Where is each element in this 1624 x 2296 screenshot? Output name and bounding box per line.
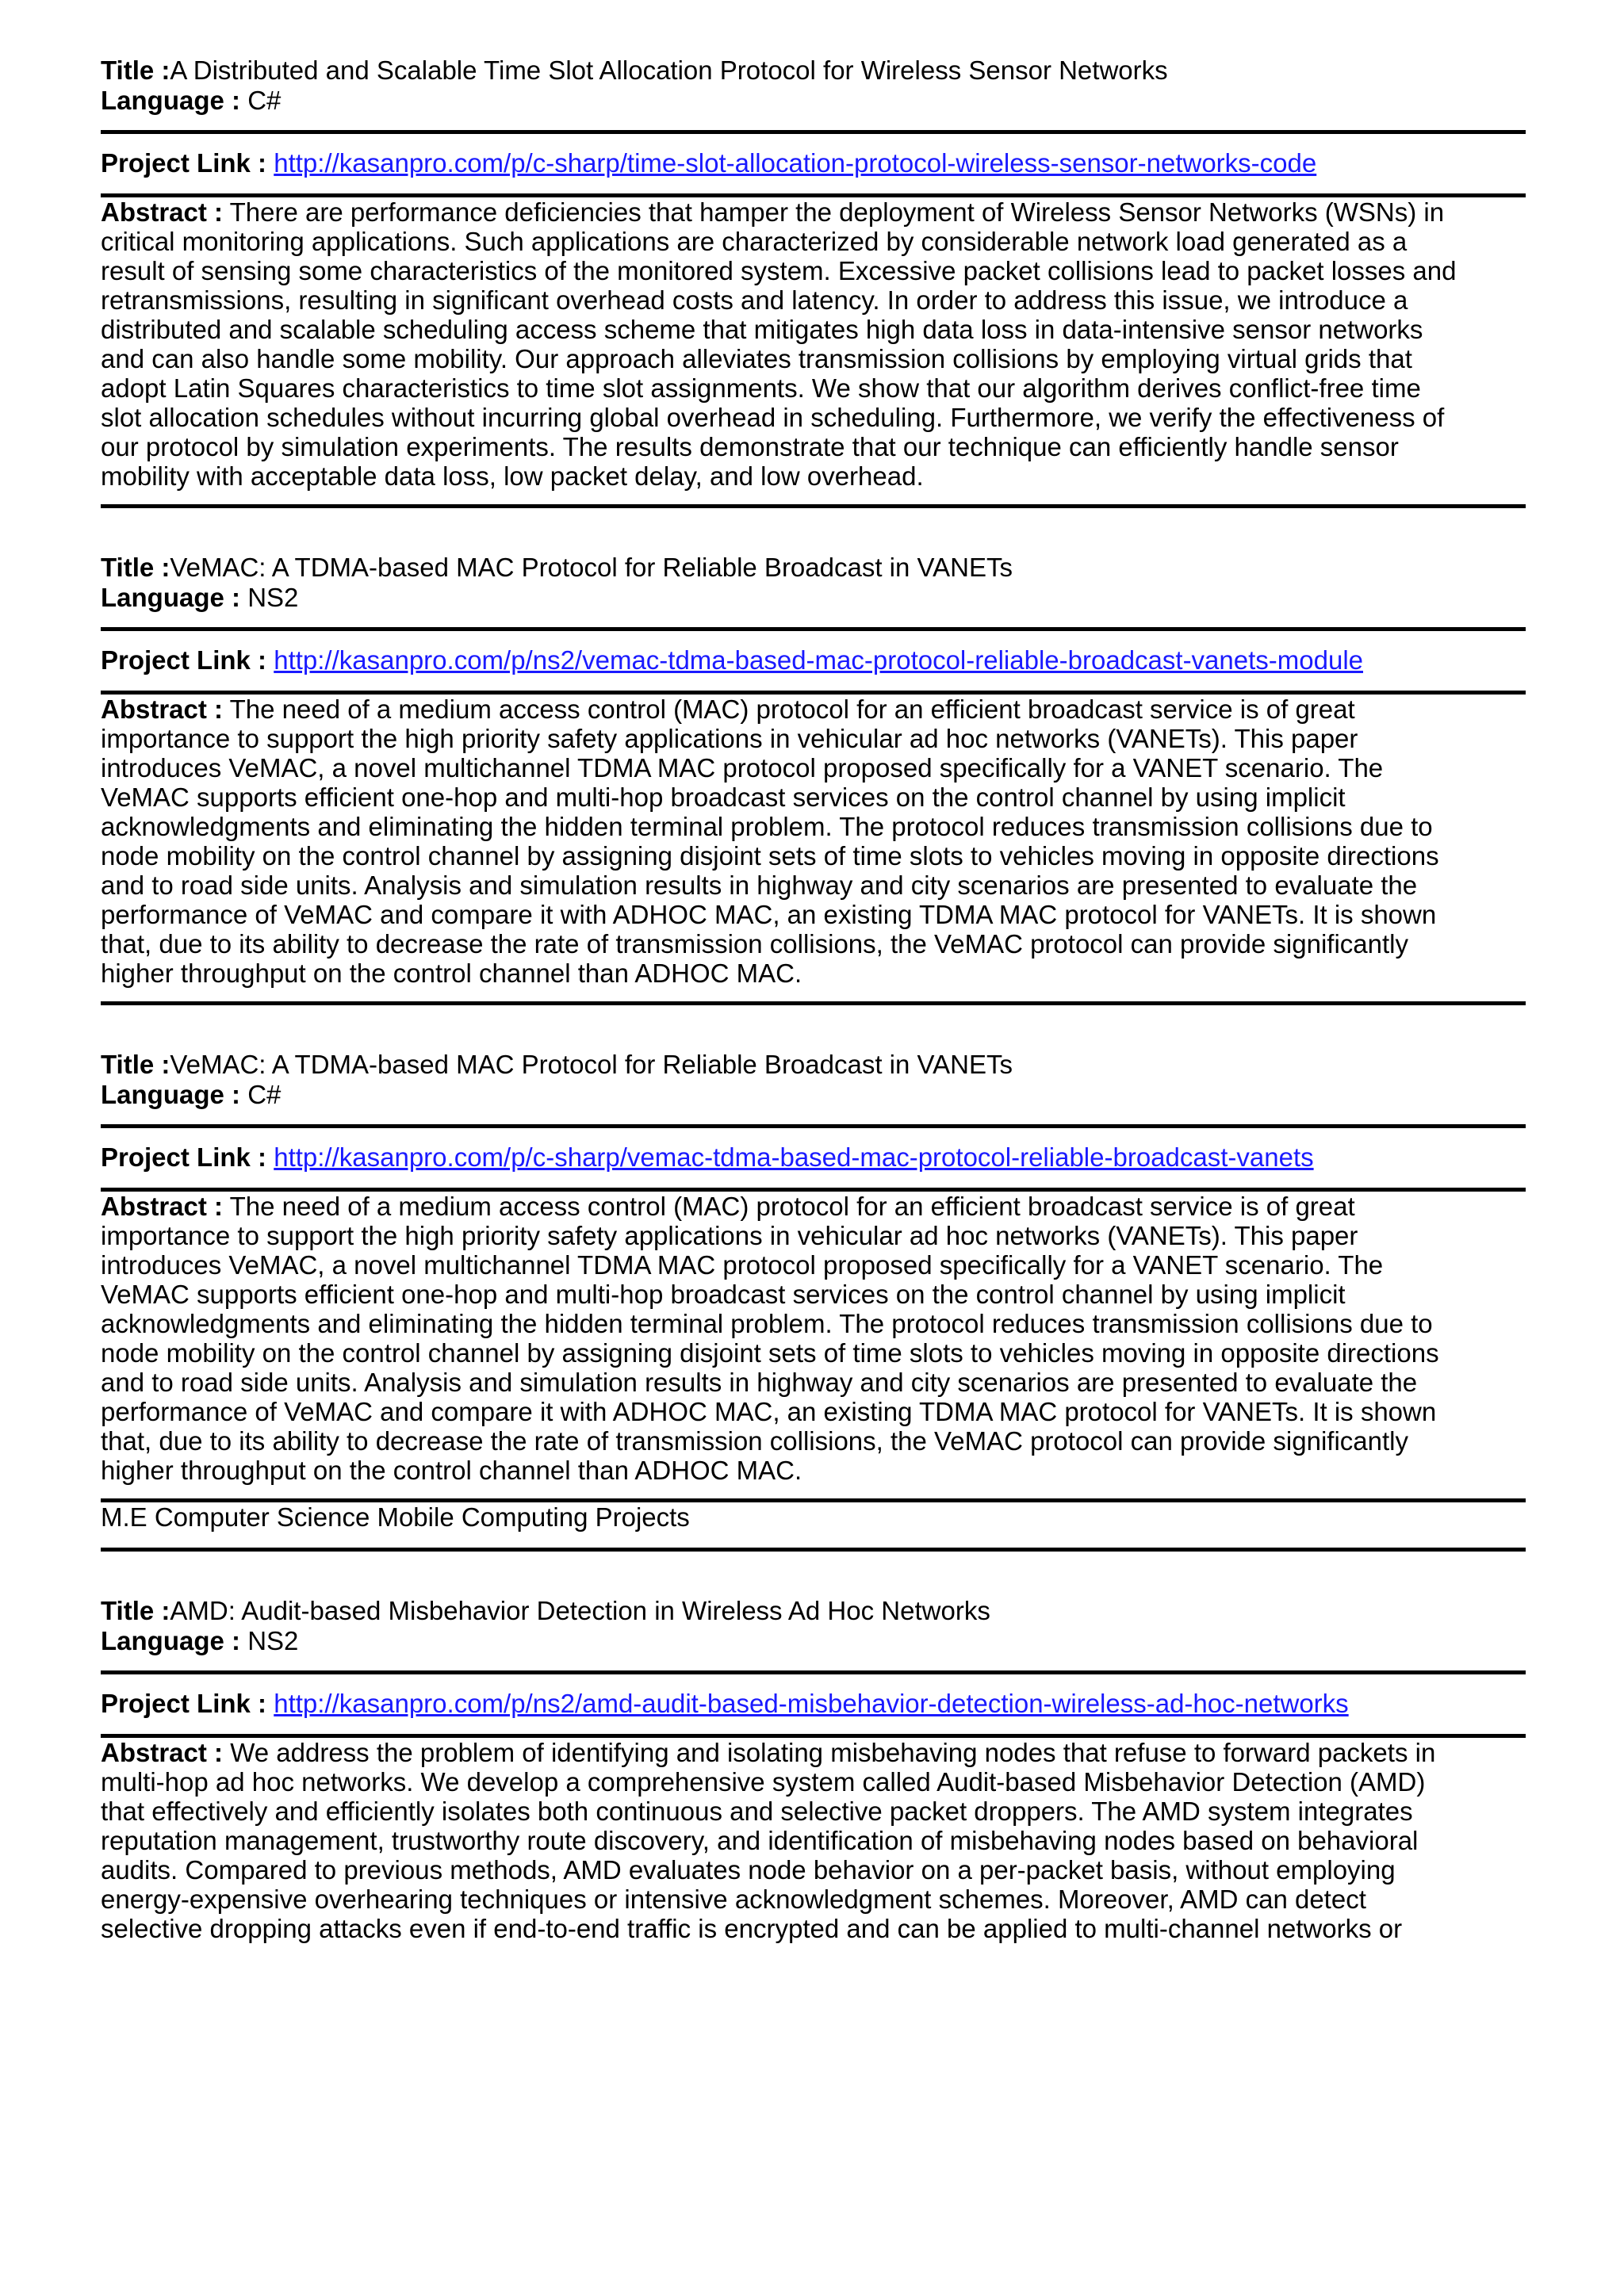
entry-title: A Distributed and Scalable Time Slot Allocation Protocol for Wireless Sensor Networks: [170, 55, 1168, 85]
abstract-line: selective dropping attacks even if end-to-end traffic is encrypted and can be applied to multi-channel networks or: [101, 1914, 1403, 1943]
abstract-line: our protocol by simulation experiments. The results demonstrate that our technique can efficiently handle sensor: [101, 432, 1399, 461]
abstract-line: higher throughput on the control channel than ADHOC MAC.: [101, 959, 802, 988]
entry-language-line: Language : C#: [101, 1080, 282, 1109]
entry-title: AMD: Audit-based Misbehavior Detection in Wireless Ad Hoc Networks: [170, 1596, 990, 1625]
entry-link-line: Project Link : http://kasanpro.com/p/ns2/amd-audit-based-misbehavior-detection-wireless-ad-hoc-networks: [101, 1689, 1349, 1718]
project-entry: [101, 1050, 1526, 1502]
abstract-line: audits. Compared to previous methods, AMD evaluates node behavior on a per-packet basis, without employing: [101, 1855, 1396, 1885]
project-link[interactable]: http://kasanpro.com/p/c-sharp/vemac-tdma-based-mac-protocol-reliable-broadcast-vanets: [274, 1142, 1314, 1172]
abstract-line: node mobility on the control channel by assigning disjoint sets of time slots to vehicles moving in opposite directions: [101, 841, 1439, 871]
abstract-line: and can also handle some mobility. Our approach alleviates transmission collisions by employing virtual grids that: [101, 344, 1412, 373]
entry-language: C#: [247, 1080, 282, 1109]
abstract-line: and to road side units. Analysis and simulation results in highway and city scenarios are presented to evaluate the: [101, 871, 1418, 900]
abstract-line: introduces VeMAC, a novel multichannel TDMA MAC protocol proposed specifically for a VANET scenario. The: [101, 1250, 1384, 1280]
project-link[interactable]: http://kasanpro.com/p/c-sharp/time-slot-allocation-protocol-wireless-sensor-networks-code: [274, 148, 1317, 178]
entry-language-line: Language : NS2: [101, 1626, 299, 1655]
abstract-line: importance to support the high priority safety applications in vehicular ad hoc networks (VANETs). This paper: [101, 724, 1358, 753]
abstract-line: that, due to its ability to decrease the rate of transmission collisions, the VeMAC protocol can provide significantly: [101, 929, 1409, 959]
abstract-line: distributed and scalable scheduling access scheme that mitigates high data loss in data-intensive sensor networks: [101, 315, 1423, 344]
abstract-line: Abstract : The need of a medium access control (MAC) protocol for an efficient broadcast service is of great: [101, 1192, 1355, 1221]
entry-title: VeMAC: A TDMA-based MAC Protocol for Reliable Broadcast in VANETs: [170, 1050, 1013, 1079]
abstract-line: critical monitoring applications. Such applications are characterized by considerable network load generated as a: [101, 227, 1408, 256]
abstract-line: performance of VeMAC and compare it with ADHOC MAC, an existing TDMA MAC protocol for VANETs. It is shown: [101, 1397, 1437, 1426]
abstract-line: that, due to its ability to decrease the rate of transmission collisions, the VeMAC protocol can provide significantly: [101, 1426, 1409, 1456]
abstract-line: Abstract : There are performance deficiencies that hamper the deployment of Wireless Sensor Networks (WSNs) in: [101, 197, 1445, 227]
entry-abstract: [101, 197, 1526, 491]
abstract-line: VeMAC supports efficient one-hop and multi-hop broadcast services on the control channel by using implicit: [101, 783, 1346, 812]
entry-title-line: Title :A Distributed and Scalable Time Slot Allocation Protocol for Wireless Sensor Networks: [101, 55, 1168, 85]
entry-title-line: Title :AMD: Audit-based Misbehavior Detection in Wireless Ad Hoc Networks: [101, 1596, 990, 1625]
project-entry: [101, 55, 1526, 508]
section-heading: M.E Computer Science Mobile Computing Projects: [101, 1502, 690, 1532]
abstract-line: acknowledgments and eliminating the hidden terminal problem. The protocol reduces transmission collisions due to: [101, 812, 1433, 841]
abstract-line: retransmissions, resulting in significant overhead costs and latency. In order to address this issue, we introduce a: [101, 285, 1408, 315]
entry-link-line: Project Link : http://kasanpro.com/p/ns2/vemac-tdma-based-mac-protocol-reliable-broadcast-vanets-module: [101, 645, 1364, 675]
entry-link-line: Project Link : http://kasanpro.com/p/c-sharp/time-slot-allocation-protocol-wireless-sensor-networks-code: [101, 148, 1317, 178]
entry-title: VeMAC: A TDMA-based MAC Protocol for Reliable Broadcast in VANETs: [170, 553, 1013, 582]
entry-language: NS2: [247, 1626, 299, 1655]
abstract-line: importance to support the high priority safety applications in vehicular ad hoc networks (VANETs). This paper: [101, 1221, 1358, 1250]
abstract-line: acknowledgments and eliminating the hidden terminal problem. The protocol reduces transmission collisions due to: [101, 1309, 1433, 1338]
entry-abstract: [101, 1192, 1526, 1485]
entry-language-line: Language : C#: [101, 86, 282, 115]
divider: [101, 1548, 1526, 1552]
abstract-line: performance of VeMAC and compare it with ADHOC MAC, an existing TDMA MAC protocol for VANETs. It is shown: [101, 900, 1437, 929]
abstract-line: mobility with acceptable data loss, low packet delay, and low overhead.: [101, 461, 924, 491]
divider: [101, 130, 1526, 134]
divider: [101, 1124, 1526, 1128]
project-entry: [101, 1596, 1526, 1943]
project-link[interactable]: http://kasanpro.com/p/ns2/amd-audit-based-misbehavior-detection-wireless-ad-hoc-networks: [274, 1689, 1349, 1718]
divider: [101, 1001, 1526, 1005]
abstract-line: adopt Latin Squares characteristics to time slot assignments. We show that our algorithm derives conflict-free time: [101, 373, 1421, 403]
entry-language: C#: [247, 86, 282, 115]
abstract-line: higher throughput on the control channel than ADHOC MAC.: [101, 1456, 802, 1485]
entry-title-line: Title :VeMAC: A TDMA-based MAC Protocol for Reliable Broadcast in VANETs: [101, 1050, 1013, 1079]
entry-link-line: Project Link : http://kasanpro.com/p/c-sharp/vemac-tdma-based-mac-protocol-reliable-broadcast-vanets: [101, 1142, 1314, 1172]
abstract-line: and to road side units. Analysis and simulation results in highway and city scenarios are presented to evaluate the: [101, 1368, 1418, 1397]
abstract-line: result of sensing some characteristics of the monitored system. Excessive packet collisions lead to packet losses and: [101, 256, 1457, 285]
abstract-line: slot allocation schedules without incurring global overhead in scheduling. Furthermore, we verify the effectiveness of: [101, 403, 1445, 432]
project-entry: [101, 553, 1526, 1005]
abstract-line: energy-expensive overhearing techniques or intensive acknowledgment schemes. Moreover, AMD can detect: [101, 1885, 1366, 1914]
entry-language: NS2: [247, 583, 299, 612]
abstract-line: introduces VeMAC, a novel multichannel TDMA MAC protocol proposed specifically for a VANET scenario. The: [101, 753, 1384, 783]
abstract-line: node mobility on the control channel by assigning disjoint sets of time slots to vehicles moving in opposite directions: [101, 1338, 1439, 1368]
entry-language-line: Language : NS2: [101, 583, 299, 612]
abstract-line: VeMAC supports efficient one-hop and multi-hop broadcast services on the control channel by using implicit: [101, 1280, 1346, 1309]
divider: [101, 504, 1526, 508]
project-link[interactable]: http://kasanpro.com/p/ns2/vemac-tdma-based-mac-protocol-reliable-broadcast-vanets-module: [274, 645, 1364, 675]
document-page: [101, 55, 1526, 1943]
abstract-line: multi-hop ad hoc networks. We develop a comprehensive system called Audit-based Misbehavior Detection (AMD): [101, 1767, 1426, 1797]
entry-abstract: [101, 1738, 1526, 1943]
divider: [101, 627, 1526, 631]
abstract-line: Abstract : We address the problem of identifying and isolating misbehaving nodes that refuse to forward packets in: [101, 1738, 1436, 1767]
abstract-line: reputation management, trustworthy route discovery, and identification of misbehaving nodes based on behavioral: [101, 1826, 1419, 1855]
abstract-line: Abstract : The need of a medium access control (MAC) protocol for an efficient broadcast service is of great: [101, 695, 1355, 724]
entry-abstract: [101, 695, 1526, 988]
entry-title-line: Title :VeMAC: A TDMA-based MAC Protocol for Reliable Broadcast in VANETs: [101, 553, 1013, 582]
divider: [101, 1670, 1526, 1674]
abstract-line: that effectively and efficiently isolates both continuous and selective packet droppers. The AMD system integrates: [101, 1797, 1413, 1826]
